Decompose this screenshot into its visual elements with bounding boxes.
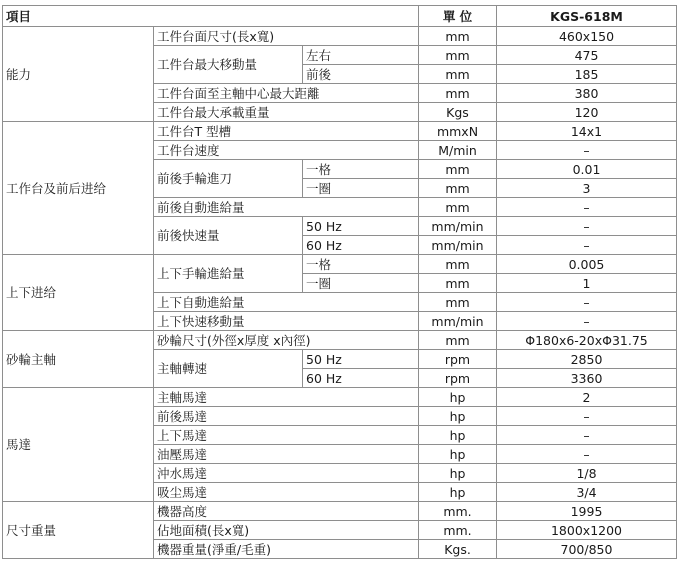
param-cell: 前後自動進給量 (154, 198, 419, 217)
category-cell: 工作台及前后进给 (3, 122, 154, 255)
unit-cell: M/min (419, 141, 497, 160)
param-cell: 油壓馬達 (154, 445, 419, 464)
unit-cell: hp (419, 426, 497, 445)
category-cell: 能力 (3, 27, 154, 122)
param-cell: 工件台面尺寸(長x寬) (154, 27, 419, 46)
unit-cell: hp (419, 445, 497, 464)
header-model: KGS-618M (497, 6, 677, 27)
param-cell: 上下馬達 (154, 426, 419, 445)
param-cell: 工件台最大承載重量 (154, 103, 419, 122)
spec-table (2, 5, 677, 559)
category-cell: 砂輪主軸 (3, 331, 154, 388)
value-cell: – (497, 407, 677, 426)
unit-cell: rpm (419, 350, 497, 369)
unit-cell: mm (419, 179, 497, 198)
unit-cell: mm (419, 160, 497, 179)
value-cell: 14x1 (497, 122, 677, 141)
param-cell: 上下手輪進給量 (154, 255, 303, 293)
category-cell: 上下进给 (3, 255, 154, 331)
value-cell: 3 (497, 179, 677, 198)
value-cell: – (497, 312, 677, 331)
value-cell: 3360 (497, 369, 677, 388)
param-cell: 前後手輪進刀 (154, 160, 303, 198)
sub-param-cell: 左右 (303, 46, 419, 65)
unit-cell: rpm (419, 369, 497, 388)
value-cell: 120 (497, 103, 677, 122)
unit-cell: mmxN (419, 122, 497, 141)
param-cell: 砂輪尺寸(外徑x厚度 x內徑) (154, 331, 419, 350)
unit-cell: mm/min (419, 236, 497, 255)
unit-cell: hp (419, 464, 497, 483)
param-cell: 工件台最大移動量 (154, 46, 303, 84)
sub-param-cell: 一格 (303, 160, 419, 179)
param-cell: 機器高度 (154, 502, 419, 521)
category-cell: 馬達 (3, 388, 154, 502)
unit-cell: hp (419, 483, 497, 502)
sub-param-cell: 60 Hz (303, 369, 419, 388)
table-row (3, 27, 677, 46)
value-cell: – (497, 445, 677, 464)
unit-cell: mm (419, 293, 497, 312)
table-row (3, 122, 677, 141)
unit-cell: hp (419, 388, 497, 407)
table-row (3, 255, 677, 274)
header-row (3, 6, 677, 27)
param-cell: 工件台T 型槽 (154, 122, 419, 141)
param-cell: 上下自動進給量 (154, 293, 419, 312)
param-cell: 前後快速量 (154, 217, 303, 255)
sub-param-cell: 一圈 (303, 179, 419, 198)
sub-param-cell: 60 Hz (303, 236, 419, 255)
unit-cell: mm (419, 46, 497, 65)
value-cell: 3/4 (497, 483, 677, 502)
unit-cell: mm/min (419, 217, 497, 236)
table-row (3, 502, 677, 521)
value-cell: 0.005 (497, 255, 677, 274)
value-cell: – (497, 198, 677, 217)
table-row (3, 388, 677, 407)
value-cell: 0.01 (497, 160, 677, 179)
value-cell: 1/8 (497, 464, 677, 483)
value-cell: 1995 (497, 502, 677, 521)
unit-cell: mm (419, 255, 497, 274)
unit-cell: mm (419, 274, 497, 293)
unit-cell: mm/min (419, 312, 497, 331)
unit-cell: Kgs. (419, 540, 497, 559)
param-cell: 前後馬達 (154, 407, 419, 426)
value-cell: – (497, 236, 677, 255)
value-cell: 185 (497, 65, 677, 84)
sub-param-cell: 50 Hz (303, 217, 419, 236)
value-cell: 2850 (497, 350, 677, 369)
header-item: 項目 (3, 6, 419, 27)
unit-cell: mm (419, 331, 497, 350)
unit-cell: mm (419, 65, 497, 84)
param-cell: 機器重量(淨重/毛重) (154, 540, 419, 559)
param-cell: 沖水馬達 (154, 464, 419, 483)
sub-param-cell: 一格 (303, 255, 419, 274)
unit-cell: hp (419, 407, 497, 426)
param-cell: 佔地面積(長x寬) (154, 521, 419, 540)
value-cell: 380 (497, 84, 677, 103)
unit-cell: mm (419, 27, 497, 46)
param-cell: 主軸轉速 (154, 350, 303, 388)
value-cell: 1800x1200 (497, 521, 677, 540)
value-cell: – (497, 426, 677, 445)
table-row (3, 331, 677, 350)
sub-param-cell: 一圈 (303, 274, 419, 293)
unit-cell: mm. (419, 502, 497, 521)
param-cell: 上下快速移動量 (154, 312, 419, 331)
param-cell: 工件台速度 (154, 141, 419, 160)
value-cell: 475 (497, 46, 677, 65)
spec-sheet (2, 5, 677, 559)
header-unit: 單 位 (419, 6, 497, 27)
value-cell: 2 (497, 388, 677, 407)
sub-param-cell: 50 Hz (303, 350, 419, 369)
value-cell: 460x150 (497, 27, 677, 46)
value-cell: – (497, 217, 677, 236)
param-cell: 吸尘馬達 (154, 483, 419, 502)
category-cell: 尺寸重量 (3, 502, 154, 559)
value-cell: 700/850 (497, 540, 677, 559)
value-cell: Φ180x6-20xΦ31.75 (497, 331, 677, 350)
sub-param-cell: 前後 (303, 65, 419, 84)
unit-cell: mm. (419, 521, 497, 540)
param-cell: 主軸馬達 (154, 388, 419, 407)
unit-cell: mm (419, 84, 497, 103)
spec-body (3, 27, 677, 559)
value-cell: 1 (497, 274, 677, 293)
unit-cell: mm (419, 198, 497, 217)
param-cell: 工件台面至主軸中心最大距離 (154, 84, 419, 103)
unit-cell: Kgs (419, 103, 497, 122)
value-cell: – (497, 293, 677, 312)
value-cell: – (497, 141, 677, 160)
